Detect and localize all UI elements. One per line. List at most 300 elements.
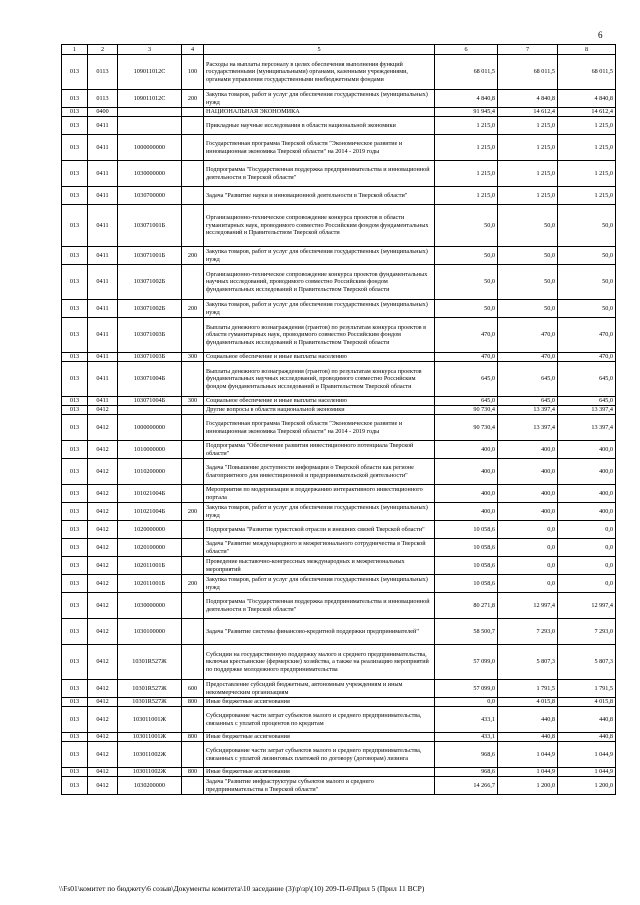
cell-expense-type (182, 645, 204, 680)
cell-amount-2: 50,0 (498, 205, 558, 247)
cell-amount-3: 1 044,9 (558, 768, 616, 777)
table-row (62, 698, 616, 707)
table-row (62, 117, 616, 135)
cell-description: Закупка товаров, работ и услуг для обеспечения государственных (муниципальных) нужд (204, 300, 435, 318)
footer-file-path: \\Fs01\комитет по бюджету\6 созыв\Документы комитета\10 заседание (3)\р\зр\(10) 209-П-6\Прил 5 (Прил 11 ВСР) (59, 884, 425, 893)
cell-section: 0400 (88, 108, 118, 117)
cell-target-article: 103071004Б (118, 362, 182, 397)
cell-amount-1: 50,0 (435, 265, 498, 300)
cell-description: Субсидии на государственную поддержку малого и среднего предпринимательства, включая крестьянские (фермерские) хозяйства, а также на реализацию мероприятий по поддержке молодежного предпринимательства (204, 645, 435, 680)
table-row (62, 247, 616, 265)
table-row (62, 265, 616, 300)
cell-target-article: 1030000000 (118, 161, 182, 187)
cell-amount-1: 50,0 (435, 300, 498, 318)
cell-expense-type (182, 742, 204, 768)
cell-ministry: 013 (62, 300, 88, 318)
cell-ministry: 013 (62, 733, 88, 742)
cell-amount-2: 1 044,9 (498, 768, 558, 777)
cell-amount-3: 440,8 (558, 707, 616, 733)
cell-amount-1: 400,0 (435, 459, 498, 485)
cell-amount-1: 1 215,0 (435, 135, 498, 161)
cell-amount-1: 433,1 (435, 707, 498, 733)
cell-amount-1: 645,0 (435, 362, 498, 397)
cell-ministry: 013 (62, 90, 88, 108)
cell-amount-2: 5 807,3 (498, 645, 558, 680)
table-row (62, 161, 616, 187)
cell-amount-2: 400,0 (498, 503, 558, 521)
table-row (62, 503, 616, 521)
cell-description: Выплаты денежного вознаграждения (грантов) по результатам конкурса проектов фундаментальных научных исследований, проводимого совместно Российским фондом фундаментальных исследований и Правительством Тверской области (204, 362, 435, 397)
cell-expense-type (182, 265, 204, 300)
column-header: 1 (62, 45, 88, 55)
cell-amount-3: 13 397,4 (558, 406, 616, 415)
cell-amount-1: 50,0 (435, 205, 498, 247)
cell-amount-3: 440,8 (558, 733, 616, 742)
cell-section: 0411 (88, 187, 118, 205)
cell-section: 0411 (88, 265, 118, 300)
cell-amount-1: 58 500,7 (435, 619, 498, 645)
cell-ministry: 013 (62, 459, 88, 485)
cell-amount-3: 470,0 (558, 318, 616, 353)
column-header: 8 (558, 45, 616, 55)
cell-ministry: 013 (62, 698, 88, 707)
cell-amount-1: 4 840,8 (435, 90, 498, 108)
cell-amount-2: 1 044,9 (498, 742, 558, 768)
cell-expense-type: 200 (182, 503, 204, 521)
cell-amount-1: 10 058,6 (435, 539, 498, 557)
table-row (62, 300, 616, 318)
table-row (62, 318, 616, 353)
cell-description: Расходы на выплаты персоналу в целях обеспечения выполнения функций государственными (муниципальными) органами, казенными учреждениями, органами управления государственными внебюджетными фондами (204, 55, 435, 90)
cell-amount-2: 1 200,0 (498, 777, 558, 795)
cell-ministry: 013 (62, 205, 88, 247)
table-row (62, 619, 616, 645)
cell-target-article: 103011001Ж (118, 707, 182, 733)
cell-amount-3: 68 011,5 (558, 55, 616, 90)
cell-amount-2: 400,0 (498, 485, 558, 503)
cell-amount-1: 90 730,4 (435, 415, 498, 441)
table-row (62, 707, 616, 733)
cell-amount-3: 14 612,4 (558, 108, 616, 117)
cell-section: 0412 (88, 459, 118, 485)
cell-amount-3: 470,0 (558, 353, 616, 362)
table-row (62, 205, 616, 247)
page-number: 6 (598, 30, 603, 40)
cell-expense-type (182, 205, 204, 247)
cell-amount-1: 14 266,7 (435, 777, 498, 795)
cell-section: 0411 (88, 247, 118, 265)
cell-description: Задача "Развитие науки и инновационной деятельности в Тверской области" (204, 187, 435, 205)
cell-amount-2: 400,0 (498, 441, 558, 459)
cell-amount-1: 968,6 (435, 742, 498, 768)
cell-target-article: 102011001Б (118, 557, 182, 575)
table-row (62, 406, 616, 415)
cell-amount-1: 1 215,0 (435, 117, 498, 135)
cell-ministry: 013 (62, 539, 88, 557)
cell-description: Подпрограмма "Государственная поддержка предпринимательства и инновационной деятельности в Тверской области" (204, 161, 435, 187)
cell-ministry: 013 (62, 108, 88, 117)
table-row (62, 733, 616, 742)
cell-target-article: 1030700000 (118, 187, 182, 205)
cell-expense-type: 200 (182, 90, 204, 108)
cell-amount-1: 50,0 (435, 247, 498, 265)
cell-amount-1: 400,0 (435, 485, 498, 503)
table-row (62, 680, 616, 698)
cell-ministry: 013 (62, 707, 88, 733)
cell-ministry: 013 (62, 318, 88, 353)
cell-target-article: 102011001Б (118, 575, 182, 593)
cell-target-article (118, 108, 182, 117)
column-header: 5 (204, 45, 435, 55)
cell-target-article: 1030100000 (118, 619, 182, 645)
column-header: 3 (118, 45, 182, 55)
cell-section: 0411 (88, 135, 118, 161)
column-header: 2 (88, 45, 118, 55)
cell-ministry: 013 (62, 575, 88, 593)
table-body (62, 55, 616, 795)
cell-amount-3: 7 293,0 (558, 619, 616, 645)
cell-description: Прикладные научные исследования в области национальной экономики (204, 117, 435, 135)
cell-expense-type: 600 (182, 680, 204, 698)
cell-expense-type (182, 521, 204, 539)
cell-amount-3: 400,0 (558, 441, 616, 459)
cell-expense-type (182, 441, 204, 459)
cell-amount-2: 470,0 (498, 353, 558, 362)
cell-description: Выплаты денежного вознаграждения (грантов) по результатам конкурса проектов в области гуманитарных наук, проводимого совместно Российским фондом фундаментальных исследований и Правительством Тверской области (204, 318, 435, 353)
cell-description: Проведение выставочно-конгрессных международных и межрегиональных мероприятий (204, 557, 435, 575)
cell-section: 0411 (88, 117, 118, 135)
cell-amount-2: 400,0 (498, 459, 558, 485)
cell-section: 0412 (88, 733, 118, 742)
cell-section: 0412 (88, 593, 118, 619)
cell-section: 0113 (88, 55, 118, 90)
cell-ministry: 013 (62, 777, 88, 795)
cell-amount-3: 645,0 (558, 397, 616, 406)
cell-section: 0411 (88, 300, 118, 318)
cell-amount-2: 68 011,5 (498, 55, 558, 90)
cell-ministry: 013 (62, 247, 88, 265)
cell-target-article: 101021004Б (118, 503, 182, 521)
cell-amount-1: 1 215,0 (435, 161, 498, 187)
cell-target-article (118, 117, 182, 135)
cell-description: Государственная программа Тверской области "Экономическое развитие и инновационная экономика Тверской области" на 2014 - 2019 годы (204, 415, 435, 441)
cell-target-article: 103071003Б (118, 353, 182, 362)
cell-amount-2: 1 215,0 (498, 135, 558, 161)
cell-amount-1: 400,0 (435, 441, 498, 459)
cell-target-article: 1000000000 (118, 135, 182, 161)
table-row (62, 742, 616, 768)
table-row (62, 90, 616, 108)
cell-amount-1: 57 099,0 (435, 680, 498, 698)
table-row (62, 575, 616, 593)
column-header: 4 (182, 45, 204, 55)
cell-target-article: 103011002Ж (118, 742, 182, 768)
cell-expense-type (182, 707, 204, 733)
cell-amount-1: 400,0 (435, 503, 498, 521)
cell-amount-2: 7 293,0 (498, 619, 558, 645)
cell-amount-3: 0,0 (558, 557, 616, 575)
cell-ministry: 013 (62, 593, 88, 619)
cell-expense-type: 800 (182, 698, 204, 707)
table-row (62, 441, 616, 459)
cell-description: Иные бюджетные ассигнования (204, 733, 435, 742)
cell-target-article: 103071001Б (118, 205, 182, 247)
cell-target-article: 103071002Б (118, 265, 182, 300)
cell-amount-2: 12 997,4 (498, 593, 558, 619)
cell-amount-3: 50,0 (558, 265, 616, 300)
cell-amount-2: 50,0 (498, 300, 558, 318)
cell-amount-2: 440,8 (498, 707, 558, 733)
cell-ministry: 013 (62, 117, 88, 135)
cell-ministry: 013 (62, 397, 88, 406)
cell-section: 0412 (88, 742, 118, 768)
cell-description: Субсидирование части затрат субъектов малого и среднего предпринимательства, связанных с уплатой процентов по кредитам (204, 707, 435, 733)
cell-expense-type (182, 459, 204, 485)
cell-target-article: 1010200000 (118, 459, 182, 485)
cell-amount-3: 400,0 (558, 459, 616, 485)
cell-expense-type: 200 (182, 575, 204, 593)
table-row (62, 353, 616, 362)
table-row (62, 187, 616, 205)
cell-ministry: 013 (62, 55, 88, 90)
cell-amount-1: 57 099,0 (435, 645, 498, 680)
cell-section: 0411 (88, 161, 118, 187)
cell-section: 0412 (88, 698, 118, 707)
table-row (62, 415, 616, 441)
cell-target-article: 1010000000 (118, 441, 182, 459)
cell-target-article: 109011012С (118, 90, 182, 108)
cell-target-article: 1030200000 (118, 777, 182, 795)
cell-section: 0113 (88, 90, 118, 108)
cell-amount-1: 470,0 (435, 318, 498, 353)
cell-expense-type (182, 485, 204, 503)
cell-target-article: 1020100000 (118, 539, 182, 557)
column-header: 7 (498, 45, 558, 55)
cell-amount-3: 1 215,0 (558, 135, 616, 161)
cell-ministry: 013 (62, 521, 88, 539)
cell-section: 0411 (88, 362, 118, 397)
cell-amount-3: 0,0 (558, 575, 616, 593)
cell-expense-type: 100 (182, 55, 204, 90)
cell-section: 0411 (88, 397, 118, 406)
cell-expense-type (182, 593, 204, 619)
cell-amount-3: 5 807,3 (558, 645, 616, 680)
table-row (62, 108, 616, 117)
cell-amount-2: 13 397,4 (498, 415, 558, 441)
cell-amount-2: 1 791,5 (498, 680, 558, 698)
cell-section: 0412 (88, 415, 118, 441)
cell-amount-3: 50,0 (558, 247, 616, 265)
cell-target-article: 109011012С (118, 55, 182, 90)
cell-amount-2: 50,0 (498, 247, 558, 265)
cell-amount-2: 14 612,4 (498, 108, 558, 117)
cell-section: 0412 (88, 557, 118, 575)
cell-expense-type (182, 135, 204, 161)
cell-section: 0412 (88, 521, 118, 539)
cell-description: Организационно-техническое сопровождение конкурса проектов фундаментальных научных исследований, проводимого совместно Российским фондом фундаментальных исследований и Правительством Тверской области (204, 265, 435, 300)
cell-ministry: 013 (62, 362, 88, 397)
cell-section: 0412 (88, 503, 118, 521)
cell-amount-1: 1 215,0 (435, 187, 498, 205)
cell-description: Закупка товаров, работ и услуг для обеспечения государственных (муниципальных) нужд (204, 575, 435, 593)
cell-ministry: 013 (62, 161, 88, 187)
cell-amount-1: 68 011,5 (435, 55, 498, 90)
cell-expense-type: 800 (182, 733, 204, 742)
cell-section: 0412 (88, 768, 118, 777)
cell-amount-2: 1 215,0 (498, 161, 558, 187)
cell-target-article: 103071004Б (118, 397, 182, 406)
cell-amount-3: 0,0 (558, 521, 616, 539)
cell-section: 0412 (88, 680, 118, 698)
cell-section: 0412 (88, 406, 118, 415)
cell-description: Закупка товаров, работ и услуг для обеспечения государственных (муниципальных) нужд (204, 503, 435, 521)
cell-amount-2: 4 840,8 (498, 90, 558, 108)
cell-ministry: 013 (62, 557, 88, 575)
cell-section: 0412 (88, 485, 118, 503)
cell-target-article: 103071002Б (118, 300, 182, 318)
cell-description: Субсидирование части затрат субъектов малого и среднего предпринимательства, связанных с уплатой лизинговых платежей по договору (договорам) лизинга (204, 742, 435, 768)
cell-section: 0412 (88, 575, 118, 593)
cell-ministry: 013 (62, 503, 88, 521)
cell-ministry: 013 (62, 441, 88, 459)
table-row (62, 645, 616, 680)
cell-expense-type (182, 161, 204, 187)
cell-description: Закупка товаров, работ и услуг для обеспечения государственных (муниципальных) нужд (204, 247, 435, 265)
cell-amount-2: 1 215,0 (498, 187, 558, 205)
cell-section: 0411 (88, 318, 118, 353)
cell-description: Иные бюджетные ассигнования (204, 698, 435, 707)
cell-description: Задача "Развитие системы финансово-кредитной поддержки предпринимателей" (204, 619, 435, 645)
cell-target-article: 103011002Ж (118, 768, 182, 777)
cell-amount-2: 645,0 (498, 397, 558, 406)
cell-target-article: 1000000000 (118, 415, 182, 441)
cell-amount-1: 90 730,4 (435, 406, 498, 415)
cell-section: 0412 (88, 707, 118, 733)
cell-ministry: 013 (62, 415, 88, 441)
cell-amount-1: 10 058,6 (435, 521, 498, 539)
cell-amount-3: 645,0 (558, 362, 616, 397)
cell-amount-1: 645,0 (435, 397, 498, 406)
cell-description: Задача "Развитие международного и межрегионального сотрудничества в Тверской области" (204, 539, 435, 557)
cell-amount-2: 470,0 (498, 318, 558, 353)
cell-amount-3: 1 200,0 (558, 777, 616, 795)
table-row (62, 135, 616, 161)
cell-expense-type: 800 (182, 768, 204, 777)
cell-target-article: 1030000000 (118, 593, 182, 619)
cell-description: Мероприятия по модернизации и поддержанию интерактивного инвестиционного портала (204, 485, 435, 503)
cell-amount-1: 0,0 (435, 698, 498, 707)
cell-amount-3: 0,0 (558, 539, 616, 557)
cell-expense-type (182, 539, 204, 557)
cell-target-article: 10301R527Ж (118, 680, 182, 698)
cell-amount-2: 0,0 (498, 539, 558, 557)
cell-description: Подпрограмма "Развитие туристской отрасли и внешних связей Тверской области" (204, 521, 435, 539)
cell-target-article: 101021004Б (118, 485, 182, 503)
cell-expense-type: 300 (182, 397, 204, 406)
cell-ministry: 013 (62, 645, 88, 680)
cell-amount-3: 1 215,0 (558, 117, 616, 135)
cell-target-article: 103071001Б (118, 247, 182, 265)
cell-ministry: 013 (62, 742, 88, 768)
cell-amount-3: 50,0 (558, 300, 616, 318)
cell-target-article: 10301R527Ж (118, 698, 182, 707)
cell-expense-type (182, 619, 204, 645)
cell-description: Закупка товаров, работ и услуг для обеспечения государственных (муниципальных) нужд (204, 90, 435, 108)
cell-section: 0412 (88, 619, 118, 645)
cell-ministry: 013 (62, 619, 88, 645)
cell-description: Организационно-техническое сопровождение конкурса проектов в области гуманитарных наук, проводимого совместно Российским фондом фундаментальных исследований и Правительством Тверской области (204, 205, 435, 247)
cell-amount-2: 440,8 (498, 733, 558, 742)
cell-amount-2: 0,0 (498, 521, 558, 539)
cell-amount-3: 12 997,4 (558, 593, 616, 619)
table-row (62, 485, 616, 503)
cell-expense-type (182, 777, 204, 795)
cell-amount-2: 645,0 (498, 362, 558, 397)
cell-expense-type (182, 415, 204, 441)
cell-target-article: 103071003Б (118, 318, 182, 353)
table-row (62, 539, 616, 557)
table-row (62, 55, 616, 90)
cell-amount-3: 50,0 (558, 205, 616, 247)
cell-amount-1: 80 271,8 (435, 593, 498, 619)
cell-expense-type (182, 117, 204, 135)
table-header-row (62, 45, 616, 55)
cell-expense-type: 200 (182, 300, 204, 318)
cell-target-article: 10301R527Ж (118, 645, 182, 680)
cell-target-article: 103011001Ж (118, 733, 182, 742)
cell-amount-2: 1 215,0 (498, 117, 558, 135)
cell-amount-2: 50,0 (498, 265, 558, 300)
budget-table (61, 44, 616, 795)
cell-amount-3: 4 840,8 (558, 90, 616, 108)
cell-amount-3: 400,0 (558, 485, 616, 503)
cell-ministry: 013 (62, 485, 88, 503)
table-row (62, 459, 616, 485)
cell-amount-3: 1 791,5 (558, 680, 616, 698)
cell-section: 0412 (88, 539, 118, 557)
cell-target-article (118, 406, 182, 415)
cell-ministry: 013 (62, 680, 88, 698)
cell-section: 0412 (88, 645, 118, 680)
table-row (62, 768, 616, 777)
cell-section: 0411 (88, 353, 118, 362)
cell-amount-1: 10 058,6 (435, 575, 498, 593)
cell-ministry: 013 (62, 135, 88, 161)
cell-expense-type (182, 187, 204, 205)
cell-expense-type: 200 (182, 247, 204, 265)
cell-amount-1: 433,1 (435, 733, 498, 742)
cell-expense-type (182, 108, 204, 117)
cell-description: Социальное обеспечение и иные выплаты населению (204, 397, 435, 406)
cell-description: Социальное обеспечение и иные выплаты населению (204, 353, 435, 362)
cell-section: 0412 (88, 777, 118, 795)
table-row (62, 397, 616, 406)
cell-description: Подпрограмма "Государственная поддержка предпринимательства и инновационной деятельности в Тверской области" (204, 593, 435, 619)
cell-amount-2: 0,0 (498, 575, 558, 593)
cell-expense-type (182, 318, 204, 353)
cell-ministry: 013 (62, 353, 88, 362)
cell-description: Иные бюджетные ассигнования (204, 768, 435, 777)
cell-amount-2: 0,0 (498, 557, 558, 575)
cell-description: Задача "Развитие инфраструктуры субъектов малого и среднего предпринимательства в Тверской области" (204, 777, 435, 795)
cell-target-article: 1020000000 (118, 521, 182, 539)
cell-expense-type (182, 362, 204, 397)
cell-description: Подпрограмма "Обеспечение развития инвестиционного потенциала Тверской области" (204, 441, 435, 459)
cell-description: Государственная программа Тверской области "Экономическое развитие и инновационная экономика Тверской области" на 2014 - 2019 годы (204, 135, 435, 161)
cell-amount-1: 470,0 (435, 353, 498, 362)
cell-ministry: 013 (62, 406, 88, 415)
cell-amount-3: 13 397,4 (558, 415, 616, 441)
